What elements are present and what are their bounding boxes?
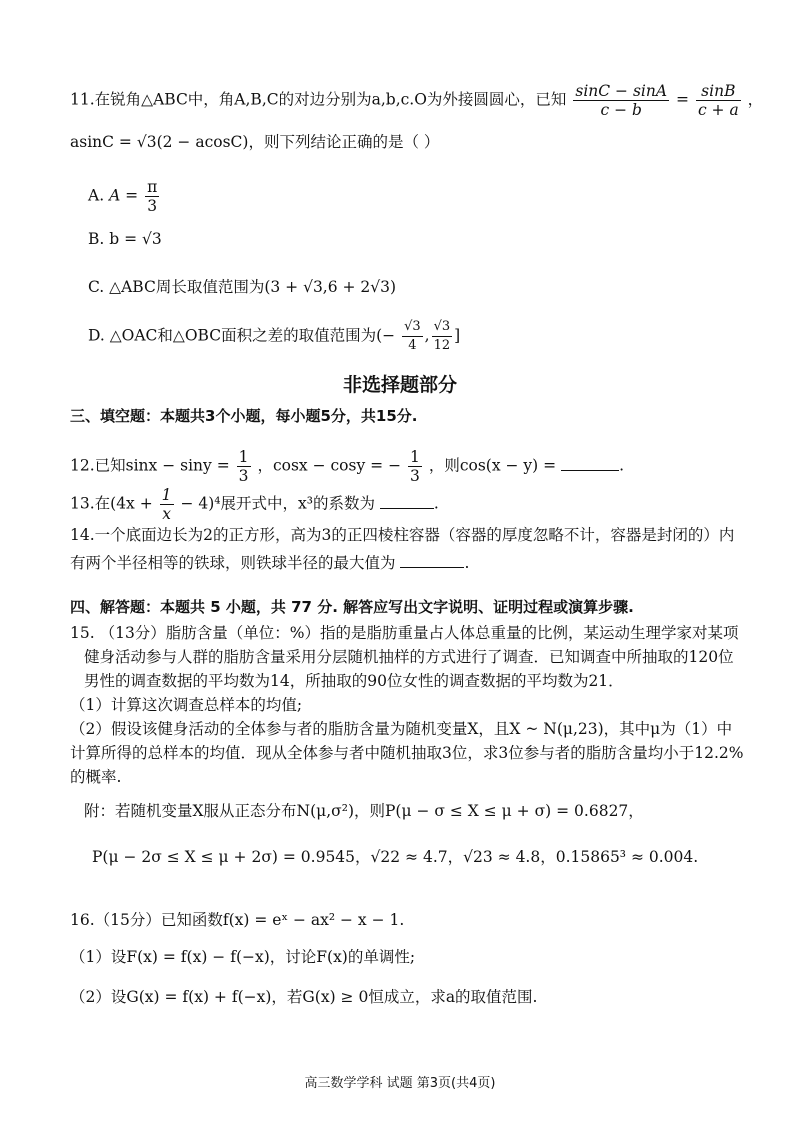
q11-option-c: C. △ABC周长取值范围为(3 + √3,6 + 2√3) — [88, 278, 397, 296]
q14-text: 有两个半径相等的铁球，则铁球半径的最大值为 — [70, 554, 396, 572]
q11-option-d-num1: √3 — [402, 318, 423, 337]
q13-frac-num: 1 — [161, 486, 172, 504]
q11-frac1-numerator: sinC − sinA — [575, 82, 668, 100]
q11-comma: ， — [747, 90, 764, 109]
q11-option-a-denominator: 3 — [147, 197, 158, 215]
q11-fraction-2 — [696, 82, 741, 119]
q16-part1: （1）设F(x) = f(x) − f(−x)，讨论F(x)的单调性; — [70, 948, 416, 966]
q15-part1: （1）计算这次调查总样本的均值; — [70, 696, 303, 714]
q13-answer-blank[interactable] — [380, 494, 434, 509]
q14-line2 — [70, 553, 469, 573]
q11-option-d — [88, 318, 460, 355]
q11-fraction-1 — [573, 82, 669, 119]
q12-frac2-num: 1 — [410, 448, 420, 466]
q14-answer-blank[interactable] — [400, 553, 464, 568]
q13-line — [70, 486, 439, 523]
fill-section-header: 三、填空题：本题共3个小题，每小题5分，共15分. — [70, 407, 418, 425]
q16-line1: 16.（15分）已知函数f(x) = eˣ − ax² − x − 1. — [70, 911, 405, 929]
q12-pre: 12.已知sinx − siny = — [70, 456, 230, 475]
q15-part2-line3: 的概率. — [70, 768, 122, 786]
q11-frac1-denominator: c − b — [600, 101, 642, 119]
q13-end: . — [433, 494, 439, 513]
q11-option-a-label: A. — [88, 186, 105, 205]
q12-fraction-2 — [408, 448, 422, 485]
q11-option-d-den2: 12 — [433, 338, 451, 353]
q14-line1: 14.一个底面边长为2的正方形，高为3的正四棱柱容器（容器的厚度忽略不计，容器是封闭的）内 — [70, 526, 735, 544]
q11-option-d-fraction-2 — [432, 318, 453, 355]
q11-equals: = — [676, 90, 689, 109]
solve-section-header: 四、解答题：本题共 5 小题，共 77 分. 解答应写出文字说明、证明过程或演算步骤. — [70, 598, 634, 616]
q16-part2: （2）设G(x) = f(x) + f(−x)，若G(x) ≥ 0恒成立，求a的取值范围. — [70, 988, 538, 1006]
q13-frac-den: x — [162, 505, 171, 523]
q14-end: . — [464, 554, 470, 572]
q13-pre: 13.在(4x + — [70, 494, 153, 513]
q15-note-line1: 附：若随机变量X服从正态分布N(μ,σ²)，则P(μ − σ ≤ X ≤ μ + σ) = 0.6827， — [84, 802, 644, 820]
q11-stem-line2: asinC = √3(2 − acosC)，则下列结论正确的是（ ） — [70, 133, 440, 151]
q15-part2-line1: （2）假设该健身活动的全体参与者的脂肪含量为随机变量X，且X ~ N(μ,23)，其中μ为（1）中 — [70, 720, 733, 738]
q12-end: . — [619, 456, 625, 475]
q12-answer-blank[interactable] — [561, 456, 619, 471]
q12-line — [70, 448, 624, 485]
q15-line2: 健身活动参与人群的脂肪含量采用分层随机抽样的方式进行了调查．已知调查中所抽取的120位 — [84, 648, 734, 666]
page-footer: 高三数学学科 试题 第3页(共4页) — [304, 1076, 496, 1091]
q11-option-a-pre: A = — [109, 186, 139, 205]
q12-fraction-1 — [237, 448, 251, 485]
q11-option-a-fraction — [145, 178, 159, 215]
q11-option-d-num2: √3 — [432, 318, 453, 337]
q13-fraction — [160, 486, 174, 523]
q11-option-a-numerator: π — [147, 178, 158, 196]
q11-stem-line1 — [70, 82, 763, 119]
q12-frac2-den: 3 — [410, 467, 420, 485]
q15-part2-line2: 计算所得的总样本的均值．现从全体参与者中随机抽取3位，求3位参与者的脂肪含量均小于12.2% — [70, 744, 744, 762]
q11-option-d-post: ] — [454, 326, 461, 345]
q11-frac2-denominator: c + a — [697, 101, 739, 119]
q12-post: ，则cos(x − y) = — [428, 456, 557, 475]
q11-option-d-den1: 4 — [408, 338, 417, 353]
q12-frac1-num: 1 — [238, 448, 249, 466]
q13-post: − 4)⁴展开式中，x³的系数为 — [180, 494, 375, 513]
q12-mid: ，cosx − cosy = − — [257, 456, 402, 475]
q11-option-d-pre: D. △OAC和△OBC面积之差的取值范围为(− — [88, 326, 396, 345]
q11-option-d-comma: , — [424, 326, 430, 345]
q11-stem-a: 11.在锐角△ABC中，角A,B,C的对边分别为a,b,c.O为外接圆圆心，已知 — [70, 90, 567, 109]
q15-note-line2: P(μ − 2σ ≤ X ≤ μ + 2σ) = 0.9545，√22 ≈ 4.7，√23 ≈ 4.8，0.15865³ ≈ 0.004. — [92, 848, 699, 866]
q11-frac2-numerator: sinB — [696, 82, 741, 101]
q15-line1: 15. （13分）脂肪含量（单位：%）指的是脂肪重量占人体总重量的比例，某运动生理学家对某项 — [70, 624, 739, 642]
q11-option-b: B. b = √3 — [88, 230, 162, 248]
q11-option-a — [88, 178, 161, 215]
q11-option-d-fraction-1 — [402, 318, 423, 355]
q15-line3: 男性的调查数据的平均数为14，所抽取的90位女性的调查数据的平均数为21． — [84, 672, 624, 690]
q12-frac1-den: 3 — [238, 467, 249, 485]
section-title: 非选择题部分 — [342, 374, 457, 396]
